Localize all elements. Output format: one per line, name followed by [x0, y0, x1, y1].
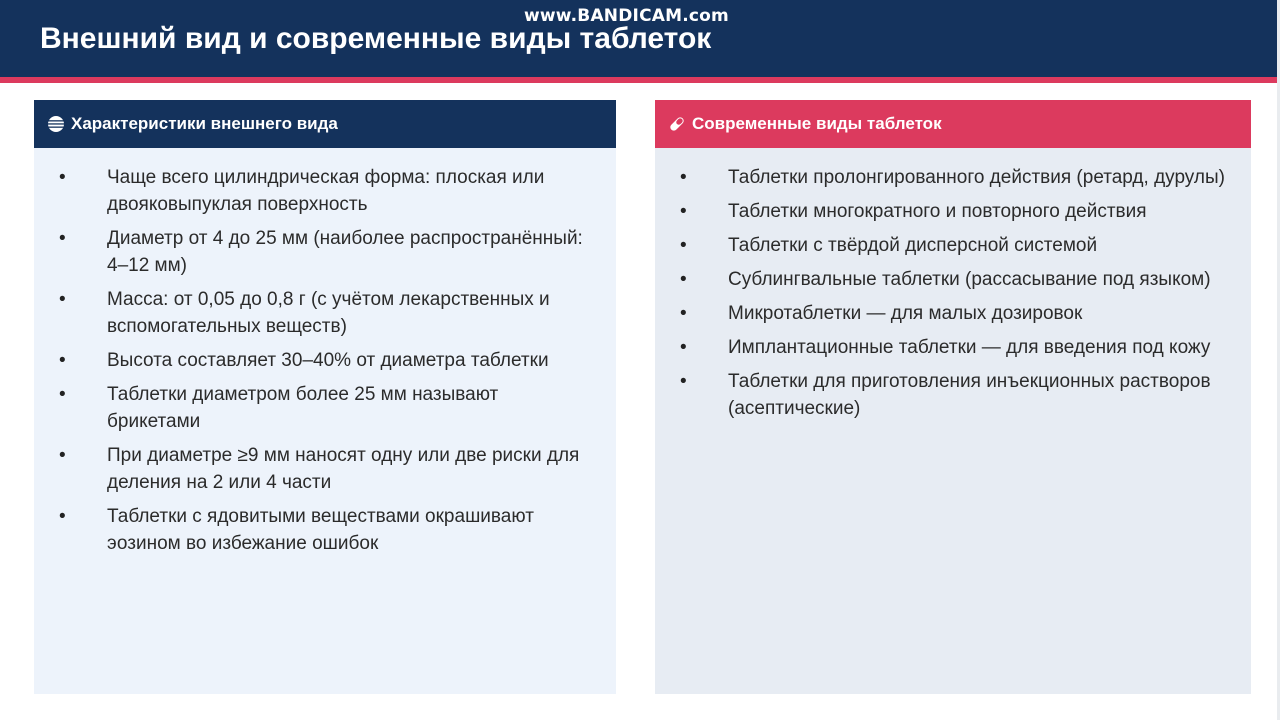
- list-item: [655, 300, 1251, 327]
- modern-types-panel: [655, 100, 1251, 694]
- slide-header: [0, 0, 1280, 77]
- bullet: •: [680, 337, 687, 358]
- list-item: [34, 381, 616, 435]
- list-item: [655, 334, 1251, 361]
- appearance-list: [34, 148, 616, 557]
- bullet: •: [59, 167, 66, 188]
- bullet: •: [59, 384, 66, 405]
- list-item: [655, 232, 1251, 259]
- bullet: •: [59, 350, 66, 371]
- modern-types-panel-title: Современные виды таблеток: [692, 114, 942, 133]
- bullet: •: [680, 235, 687, 256]
- modern-types-list: [655, 148, 1251, 422]
- recorder-watermark: www.BANDICAM.com: [524, 6, 729, 26]
- list-item-text: Таблетки для приготовления инъекционных растворов (асептические): [728, 371, 1211, 419]
- list-item: [34, 503, 616, 557]
- slide-title: Внешний вид и современные виды таблеток: [40, 22, 712, 55]
- list-item-text: Таблетки пролонгированного действия (ретард, дурулы): [728, 167, 1225, 188]
- header-accent-line: [0, 77, 1280, 83]
- bullet: •: [59, 445, 66, 466]
- bullet: •: [680, 269, 687, 290]
- bullet: •: [59, 228, 66, 249]
- list-item: [655, 164, 1251, 191]
- list-item: [655, 198, 1251, 225]
- list-item-text: Таблетки диаметром более 25 мм называют брикетами: [107, 384, 499, 432]
- list-item: [34, 347, 616, 374]
- list-item-text: При диаметре ≥9 мм наносят одну или две риски для деления на 2 или 4 части: [107, 445, 580, 493]
- list-item-text: Масса: от 0,05 до 0,8 г (с учётом лекарственных и вспомогательных веществ): [107, 289, 550, 337]
- list-item: [655, 368, 1251, 422]
- list-item-text: Диаметр от 4 до 25 мм (наиболее распространённый: 4–12 мм): [107, 228, 583, 276]
- bullet: •: [680, 371, 687, 392]
- bullet: •: [59, 289, 66, 310]
- pill-disc-icon: [47, 115, 65, 133]
- list-item-text: Таблетки с ядовитыми веществами окрашивают эозином во избежание ошибок: [107, 506, 534, 554]
- list-item-text: Микротаблетки — для малых дозировок: [728, 303, 1083, 324]
- list-item: [34, 225, 616, 279]
- list-item-text: Сублингвальные таблетки (рассасывание под языком): [728, 269, 1211, 290]
- list-item: [34, 442, 616, 496]
- list-item-text: Таблетки с твёрдой дисперсной системой: [728, 235, 1098, 256]
- list-item-text: Таблетки многократного и повторного действия: [728, 201, 1147, 222]
- appearance-panel-header: [34, 100, 616, 148]
- list-item: [34, 164, 616, 218]
- appearance-panel: [34, 100, 616, 694]
- list-item-text: Имплантационные таблетки — для введения под кожу: [728, 337, 1211, 358]
- bullet: •: [59, 506, 66, 527]
- bullet: •: [680, 201, 687, 222]
- list-item-text: Чаще всего цилиндрическая форма: плоская или двояковыпуклая поверхность: [107, 167, 545, 215]
- capsule-icon: [668, 115, 686, 133]
- list-item-text: Высота составляет 30–40% от диаметра таблетки: [107, 350, 549, 371]
- bullet: •: [680, 303, 687, 324]
- bullet: •: [680, 167, 687, 188]
- appearance-panel-title: Характеристики внешнего вида: [71, 114, 338, 133]
- list-item: [655, 266, 1251, 293]
- list-item: [34, 286, 616, 340]
- modern-types-panel-header: [655, 100, 1251, 148]
